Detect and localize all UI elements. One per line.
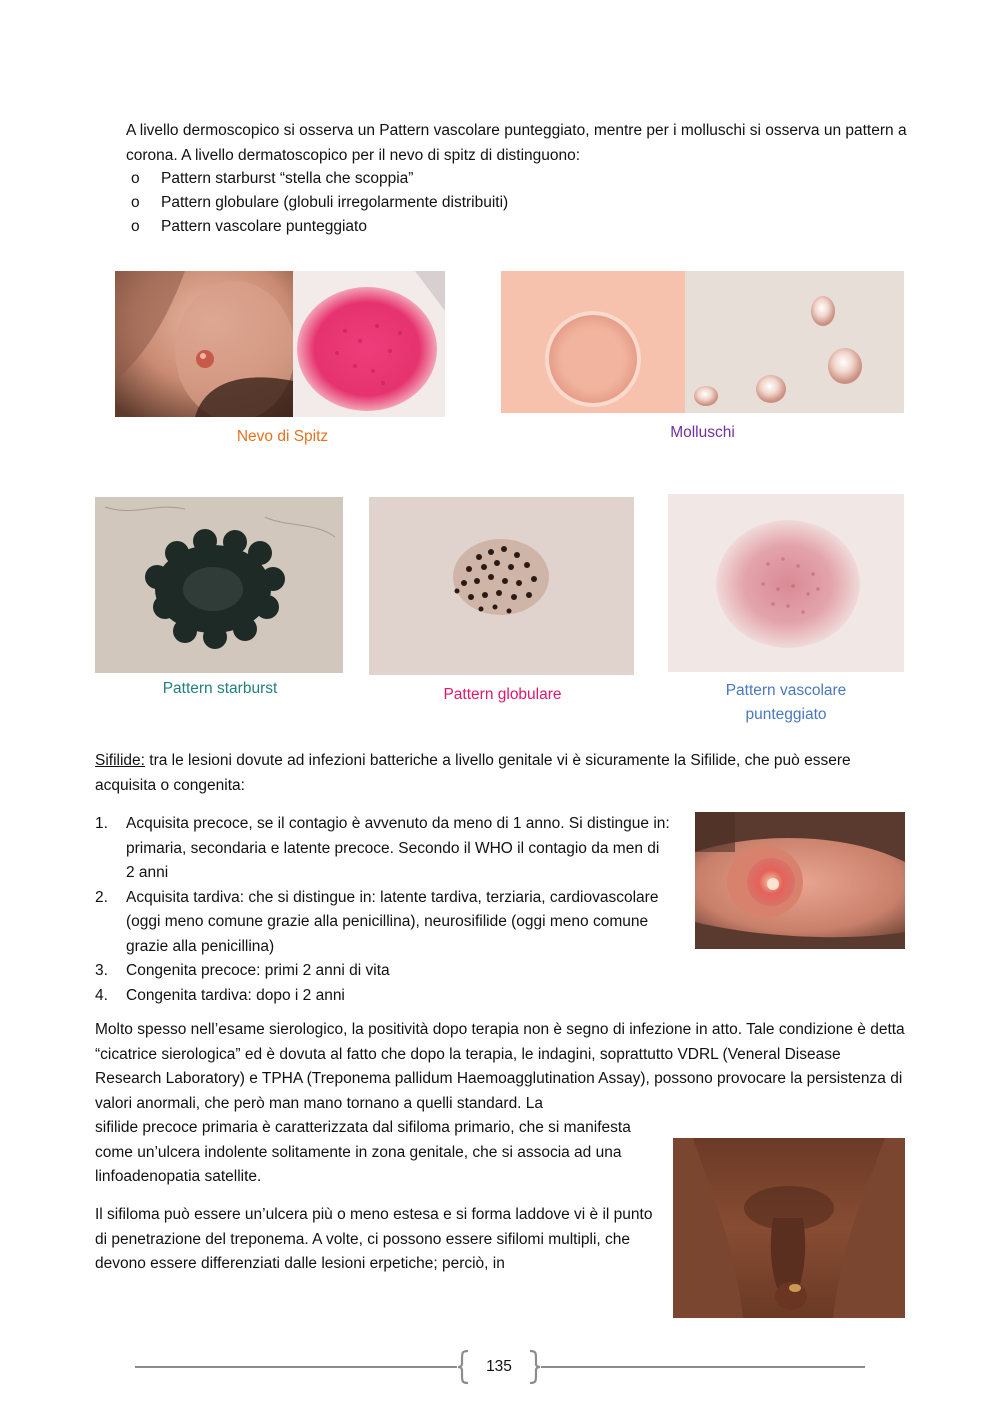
footer-rule-right bbox=[541, 1366, 865, 1368]
footer-rule-left bbox=[135, 1366, 457, 1368]
sifiloma-paragraph: Il sifiloma può essere un’ulcera più o meno estesa e si forma laddove vi è il punto di penetrazione del treponema. A volte, ci possono essere sifilomi multipli, che devono essere differenziati dalle lesioni erpetiche; perciò, in bbox=[95, 1206, 653, 1272]
globular-pattern-photo bbox=[369, 497, 634, 675]
left-bracket-icon bbox=[456, 1349, 470, 1385]
starburst-caption: Pattern starburst bbox=[162, 680, 278, 697]
molluschi-caption: Molluschi bbox=[670, 424, 735, 441]
sifilide-list bbox=[95, 812, 670, 1008]
list-item: 1. Acquisita precoce, se il contagio è avvenuto da meno di 1 anno. Si distingue in: primaria, secondaria e latente precoce. Secondo il WHO il contagio da men di 2 anni bbox=[95, 815, 670, 881]
spitz-nevus-photo bbox=[115, 271, 445, 417]
vascolare-caption: Pattern vascolare punteggiato bbox=[725, 682, 847, 723]
sifilide-intro: Sifilide: tra le lesioni dovute ad infezioni batteriche a livello genitale vi è sicuramente la Sifilide, che può essere acquisita o congenita: bbox=[95, 752, 851, 794]
list-item: o Pattern globulare (globuli irregolarmente distribuiti) bbox=[131, 194, 509, 211]
chancre-photo bbox=[695, 812, 905, 949]
vascular-pattern-photo bbox=[668, 494, 904, 672]
list-item: 4. Congenita tardiva: dopo i 2 anni bbox=[95, 986, 345, 1004]
sifiloma-primario-paragraph: sifilide precoce primaria è caratterizzata dal sifiloma primario, che si manifesta come un’ulcera indolente solitamente in zona genitale, che si associa ad una linfoadenopatia satellite. bbox=[95, 1119, 631, 1185]
list-item: o Pattern starburst “stella che scoppia” bbox=[131, 170, 414, 187]
spitz-caption: Nevo di Spitz bbox=[236, 428, 329, 445]
list-item: 2. Acquisita tardiva: che si distingue in: latente tardiva, terziaria, cardiovascolare (oggi meno comune grazie alla penicillina), neurosifilide (oggi meno comune grazie alla penicillina) bbox=[95, 888, 659, 955]
sifilide-label: Sifilide: bbox=[95, 752, 145, 769]
list-item: o Pattern vascolare punteggiato bbox=[131, 218, 367, 235]
intro-paragraph: A livello dermoscopico si osserva un Pattern vascolare punteggiato, mentre per i molluschi si osserva un pattern a corona. A livello dermatoscopico per il nevo di spitz di distinguono: bbox=[126, 122, 907, 164]
list-item: 3. Congenita precoce: primi 2 anni di vita bbox=[95, 962, 390, 979]
right-bracket-icon bbox=[528, 1349, 542, 1385]
starburst-pattern-photo bbox=[95, 497, 343, 673]
sierologia-paragraph: Molto spesso nell’esame sierologico, la positività dopo terapia non è segno di infezione in atto. Tale condizione è detta “cicatrice sierologica” ed è dovuta al fatto che dopo la terapia, le indagini, soprattutto VDRL (Veneral Disease Research Laboratory) e TPHA (Treponema pallidum Haemoagglutination Assay), possono provocare la persistenza di valori anormali, che però man mano tornano a quelli standard. La bbox=[95, 1021, 905, 1112]
molluscum-photo bbox=[501, 271, 904, 413]
globulare-caption: Pattern globulare bbox=[443, 686, 562, 703]
intro-bullet-list bbox=[126, 167, 826, 239]
page-number: 135 bbox=[486, 1358, 512, 1375]
genital-lesion-photo bbox=[673, 1138, 905, 1318]
